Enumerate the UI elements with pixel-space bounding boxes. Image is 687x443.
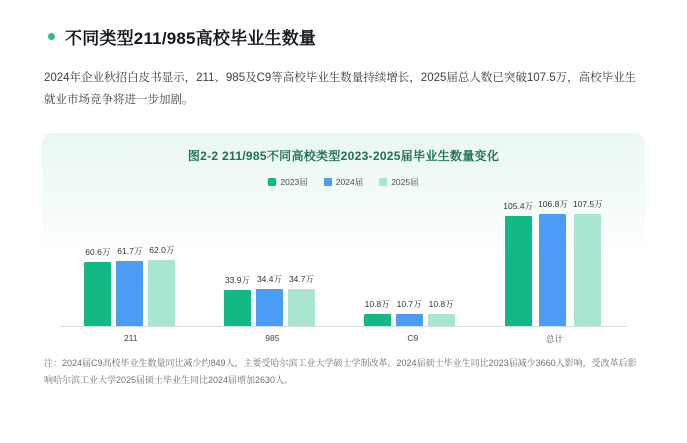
bar[interactable]: [574, 214, 601, 326]
x-axis-labels: [60, 333, 627, 345]
chart-legend: [60, 176, 627, 188]
bar-group-3: [503, 198, 602, 326]
legend-item-2025[interactable]: [379, 176, 418, 188]
x-axis-label-1: 985: [265, 333, 280, 343]
chart-footnote: 注：2024届C9高校毕业生数量同比减少约849人，主要受哈尔滨工业大学硕士学制改革。2024届硕士毕业生同比2023届减少3660人影响，受改革后影响哈尔滨工业大学2025届硕士毕业生同比2024届增加2630人。: [44, 358, 637, 385]
bar-wrap-2-2: [428, 198, 455, 326]
bar-value-label: 34.4万: [256, 274, 282, 284]
bar-value-label: 34.7万: [288, 274, 314, 284]
bar[interactable]: [224, 290, 251, 326]
bar[interactable]: [505, 216, 532, 326]
legend-label-2024: 2024届: [335, 177, 364, 187]
bar-wrap-1-2: [288, 198, 315, 326]
legend-label-2023: 2023届: [280, 177, 308, 187]
intro-paragraph: 2024年企业秋招白皮书显示，211、985及C9等高校毕业生数量持续增长，2025届总人数已突破107.5万，高校毕业生就业市场竞争将进一步加剧。: [44, 72, 637, 106]
bar[interactable]: [428, 314, 455, 326]
bar-wrap-3-2: [573, 198, 603, 326]
bar-group-0: [84, 198, 175, 326]
bullet-dot-icon: [48, 33, 55, 40]
legend-item-2023[interactable]: [268, 176, 307, 188]
bar-value-label: 61.7万: [117, 246, 143, 256]
bar-group-1: [224, 198, 315, 326]
chart-card: [42, 133, 645, 344]
bar-wrap-0-0: [84, 198, 111, 326]
legend-swatch-2024: [324, 178, 332, 186]
bar[interactable]: [84, 262, 111, 326]
legend-swatch-2025: [379, 178, 387, 186]
bar-value-label: 60.6万: [85, 247, 111, 257]
bar-value-label: 10.8万: [428, 299, 454, 309]
bar-group-2: [364, 198, 455, 326]
bar-value-label: 10.8万: [364, 299, 390, 309]
bar[interactable]: [148, 260, 175, 326]
bar[interactable]: [396, 314, 423, 326]
bar[interactable]: [364, 314, 391, 326]
legend-item-2024[interactable]: [324, 176, 363, 188]
x-axis-label-0: 211: [123, 333, 138, 343]
bar-wrap-2-0: [364, 198, 391, 326]
page-title: 不同类型211/985高校毕业生数量: [65, 29, 317, 48]
legend-label-2025: 2025届: [391, 177, 419, 187]
bar[interactable]: [116, 261, 143, 326]
bar-value-label: 62.0万: [149, 245, 175, 255]
bar-value-label: 33.9万: [224, 275, 250, 285]
bar-value-label: 107.5万: [572, 199, 603, 209]
bar-wrap-0-2: [148, 198, 175, 326]
chart-title: 图2-2 211/985不同高校类型2023-2025届毕业生数量变化: [187, 149, 500, 163]
legend-swatch-2023: [268, 178, 276, 186]
x-axis-label-3: 总计: [546, 334, 564, 344]
bar-value-label: 105.4万: [503, 201, 534, 211]
bar-wrap-3-1: [538, 198, 568, 326]
bar[interactable]: [256, 289, 283, 326]
section-heading: [42, 24, 645, 49]
bar-wrap-1-1: [256, 198, 283, 326]
bar-value-label: 10.7万: [396, 299, 422, 309]
bar-value-label: 106.8万: [538, 199, 568, 209]
bar-wrap-3-0: [503, 198, 533, 326]
bar[interactable]: [539, 214, 566, 326]
x-axis-label-2: C9: [407, 333, 419, 343]
page-root: [0, 24, 687, 443]
bar-wrap-0-1: [116, 198, 143, 326]
bar-wrap-1-0: [224, 198, 251, 326]
bar-plot: [60, 198, 627, 327]
bar-wrap-2-1: [396, 198, 423, 326]
bar[interactable]: [288, 289, 315, 326]
